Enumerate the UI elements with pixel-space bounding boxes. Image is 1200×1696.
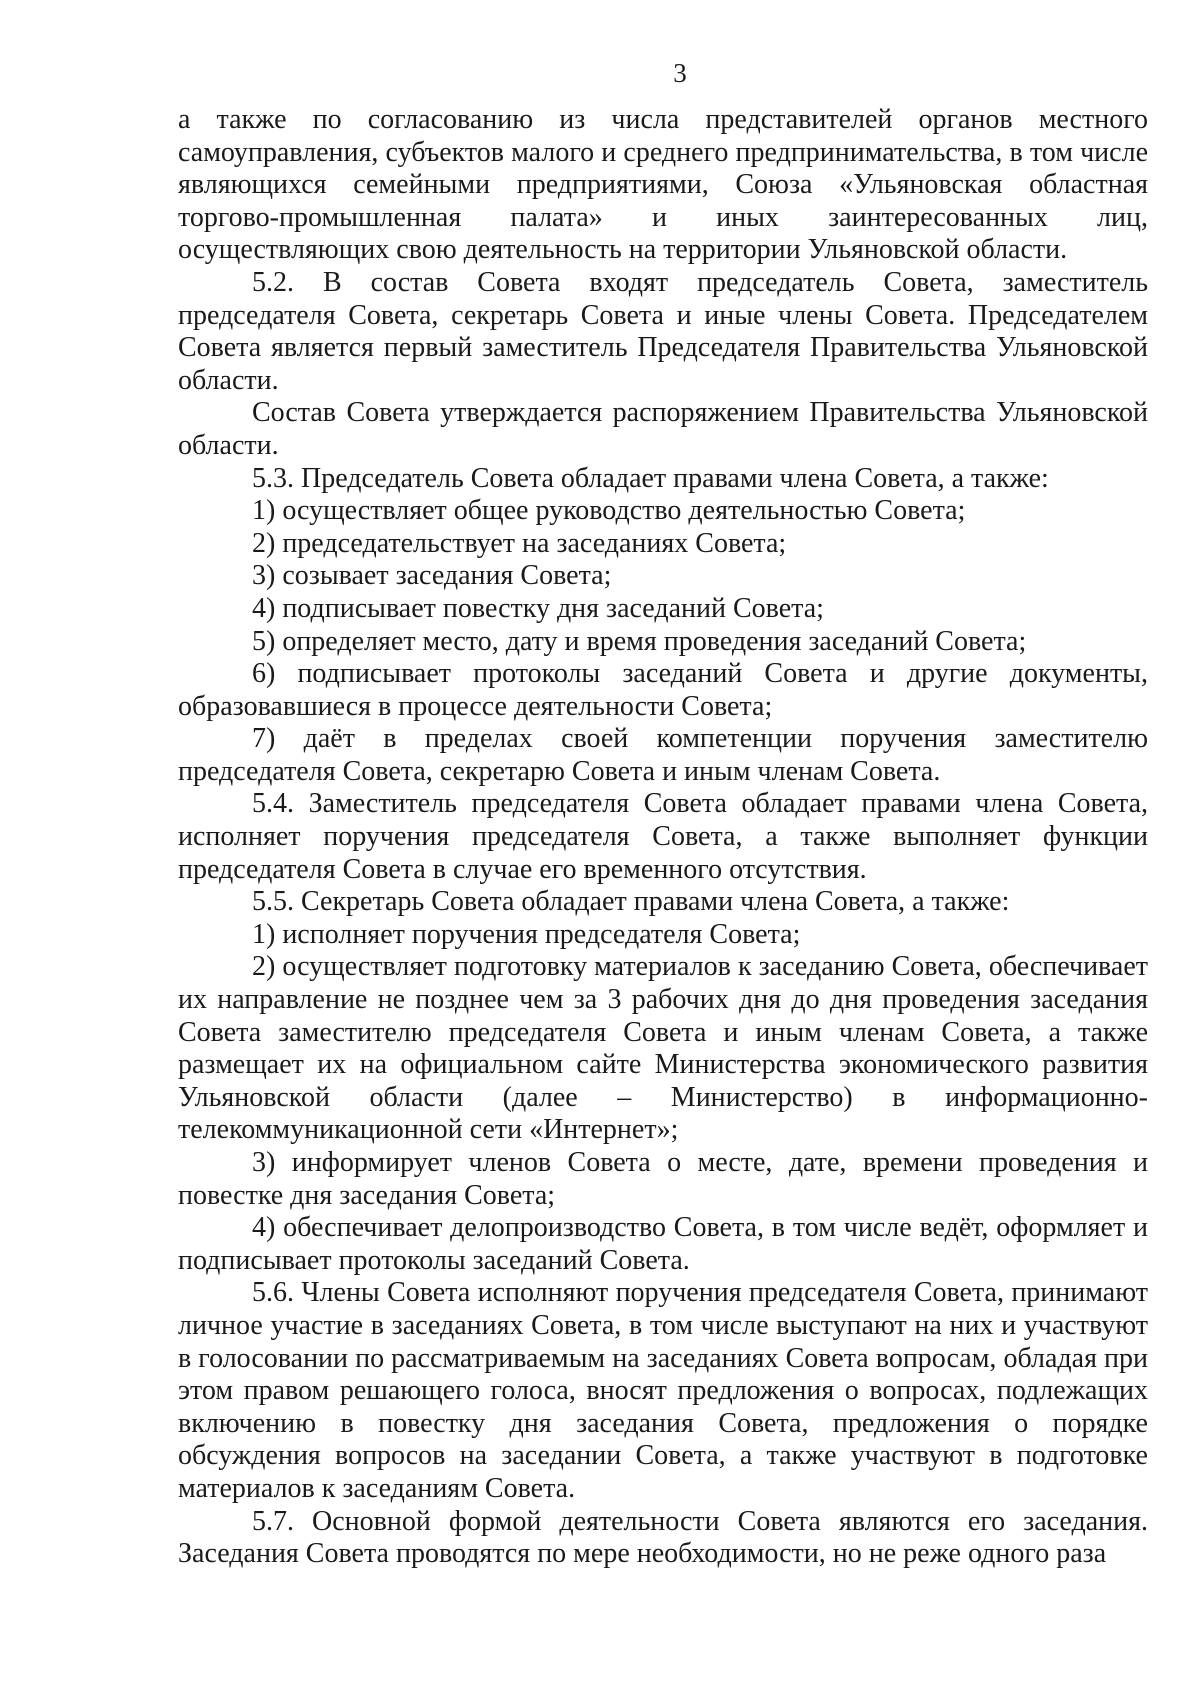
list-item: 6) подписывает протоколы заседаний Совета и другие документы, образовавшиеся в процессе деятельности Совета; [178, 658, 1148, 722]
paragraph: 5.7. Основной формой деятельности Совета являются его заседания. Заседания Совета проводятся по мере необходимости, но не реже одного раза [178, 1505, 1148, 1570]
paragraph: 5.2. В состав Совета входят председатель Совета, заместитель председателя Совета, секретарь Совета и иные члены Совета. Председателем Совета является первый заместитель Председателя Правительства Ульяновской области. [178, 266, 1148, 396]
paragraph: 5.4. Заместитель председателя Совета обладает правами члена Совета, исполняет поручения председателя Совета, а также выполняет функции председателя Совета в случае его временного отсутствия. [178, 788, 1148, 885]
list-item: 2) председательствует на заседаниях Совета; [252, 527, 787, 559]
list-item: 1) осуществляет общее руководство деятельностью Совета; [252, 495, 966, 527]
list-item: 3) созывает заседания Совета; [252, 560, 612, 592]
paragraph: 5.5. Секретарь Совета обладает правами члена Совета, а также: [252, 886, 1010, 918]
list-item: 7) даёт в пределах своей компетенции поручения заместителю председателя Совета, секретарю Совета и иным членам Совета. [178, 723, 1148, 787]
paragraph: Состав Совета утверждается распоряжением Правительства Ульяновской области. [178, 397, 1148, 461]
paragraph: 5.3. Председатель Совета обладает правами члена Совета, а также: [252, 462, 1049, 494]
list-item: 2) осуществляет подготовку материалов к заседанию Совета, обеспечивает их направление не позднее чем за 3 рабочих дня до дня проведения заседания Совета заместителю председателя Совета и иным членам Совета, а также размещает их на официальном сайте Министерства экономического развития Ульяновской области (далее – Министерство) в информационно-телекоммуникационной сети «Интернет»; [178, 951, 1148, 1146]
list-item: 1) исполняет поручения председателя Совета; [252, 918, 801, 950]
paragraph: а также по согласованию из числа представителей органов местного самоуправления, субъектов малого и среднего предпринимательства, в том числе являющихся семейными предприятиями, Союза «Ульяновская областная торгово-промышленная палата» и иных заинтересованных лиц, осуществляющих свою деятельность на территории Ульяновской области. [178, 104, 1148, 266]
list-item: 5) определяет место, дату и время проведения заседаний Совета; [252, 625, 1027, 657]
list-item: 3) информирует членов Совета о месте, дате, времени проведения и повестке дня заседания Совета; [178, 1147, 1148, 1211]
page-number: 3 [673, 58, 687, 88]
paragraph: 5.6. Члены Совета исполняют поручения председателя Совета, принимают личное участие в заседаниях Совета, в том числе выступают на них и участвуют в голосовании по рассматриваемым на заседаниях Совета вопросам, обладая при этом правом решающего голоса, вносят предложения о вопросах, подлежащих включению в повестку дня заседания Совета, предложения о порядке обсуждения вопросов на заседании Совета, а также участвуют в подготовке материалов к заседаниям Совета. [178, 1277, 1148, 1504]
document-body [178, 104, 1148, 1571]
list-item: 4) подписывает повестку дня заседаний Совета; [252, 592, 824, 624]
list-item: 4) обеспечивает делопроизводство Совета, в том числе ведёт, оформляет и подписывает протоколы заседаний Совета. [178, 1212, 1148, 1276]
